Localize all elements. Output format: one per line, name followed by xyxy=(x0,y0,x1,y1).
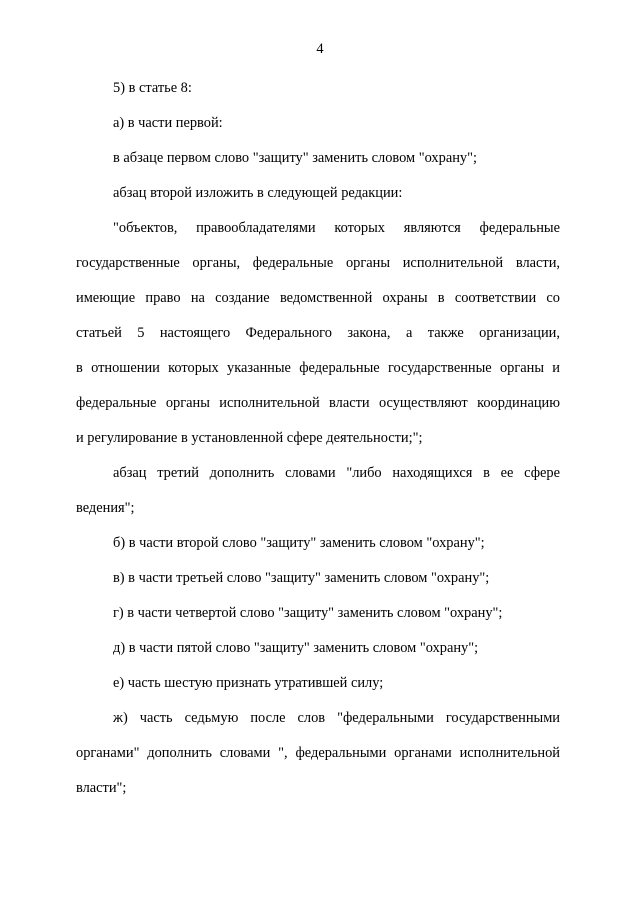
text-line: а) в части первой: xyxy=(113,115,223,131)
text-line: государственные органы, федеральные органы исполнительной власти, xyxy=(76,255,560,271)
text-line: федеральные органы исполнительной власти осуществляют координацию xyxy=(76,395,560,411)
text-line: абзац второй изложить в следующей редакции: xyxy=(113,185,403,201)
text-line: в абзаце первом слово "защиту" заменить словом "охрану"; xyxy=(113,150,477,166)
text-line: ж) часть седьмую после слов "федеральными государственными xyxy=(113,710,560,726)
text-line: абзац третий дополнить словами "либо находящихся в ее сфере xyxy=(113,465,560,481)
text-line: органами" дополнить словами ", федеральными органами исполнительной xyxy=(76,745,560,761)
text-line: б) в части второй слово "защиту" заменить словом "охрану"; xyxy=(113,535,485,551)
text-line: г) в части четвертой слово "защиту" заменить словом "охрану"; xyxy=(113,605,503,621)
text-line: 5) в статье 8: xyxy=(113,80,192,96)
text-line: "объектов, правообладателями которых являются федеральные xyxy=(113,220,560,236)
text-line: е) часть шестую признать утратившей силу; xyxy=(113,675,384,691)
text-line: ведения"; xyxy=(76,500,135,516)
text-line: д) в части пятой слово "защиту" заменить словом "охрану"; xyxy=(113,640,479,656)
text-line: и регулирование в установленной сфере деятельности;"; xyxy=(76,430,423,446)
text-line: власти"; xyxy=(76,780,127,796)
page-number: 4 xyxy=(316,41,324,57)
text-line: имеющие право на создание ведомственной охраны в соответствии со xyxy=(76,290,560,306)
text-line: в отношении которых указанные федеральные государственные органы и xyxy=(76,360,560,376)
text-line: статьей 5 настоящего Федерального закона, а также организации, xyxy=(76,325,560,341)
text-line: в) в части третьей слово "защиту" заменить словом "охрану"; xyxy=(113,570,490,586)
